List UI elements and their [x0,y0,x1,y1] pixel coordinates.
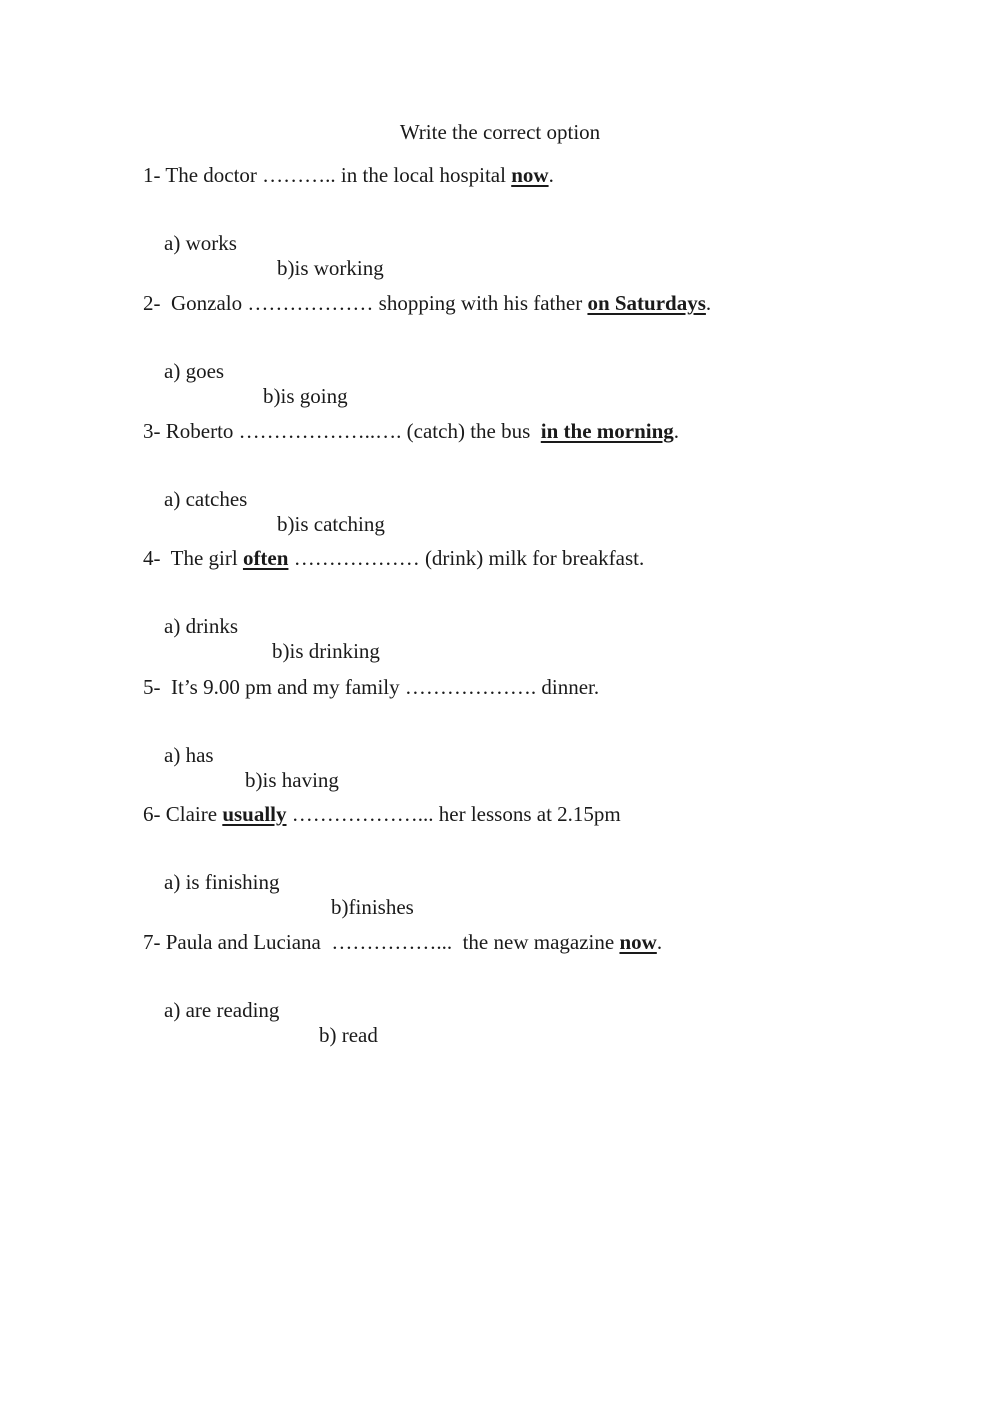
question-text: Claire [160,802,223,826]
option-b[interactable]: b)is going [263,384,348,408]
time-keyword: on Saturdays [587,291,706,315]
time-keyword: now [619,930,657,954]
question-text: It’s 9.00 pm and my family ………………. dinner. [160,675,600,699]
option-a[interactable]: a) has [164,743,214,767]
question-4 [143,546,644,571]
question-text-end: . [656,930,663,954]
option-a[interactable]: a) drinks [164,614,239,638]
question-1 [143,163,554,188]
question-number: 6- [143,802,161,826]
question-5 [143,675,599,700]
question-2 [143,291,711,316]
option-b[interactable]: b)is working [277,256,384,280]
frequency-keyword: often [242,546,289,570]
option-b[interactable]: b) read [319,1023,378,1047]
option-b[interactable]: b)is having [245,768,339,792]
question-text: The doctor ……….. in the local hospital [160,163,512,187]
time-keyword: in the morning [540,419,674,443]
worksheet-title: Write the correct option [399,120,601,144]
question-number: 5- [143,675,161,699]
question-text-end: ……………… (drink) milk for breakfast. [288,546,645,570]
question-text-end: . [673,419,680,443]
question-6 [143,802,621,827]
option-b[interactable]: b)is catching [277,512,385,536]
option-a[interactable]: a) works [164,231,237,255]
frequency-keyword: usually [222,802,287,826]
options-7 [143,973,378,1073]
question-text: Roberto ………………..…. (catch) the bus [160,419,541,443]
question-number: 1- [143,163,161,187]
option-b[interactable]: b)is drinking [272,639,380,663]
question-text-end: . [705,291,712,315]
question-text-end: . [548,163,554,187]
question-text: The girl [160,546,243,570]
option-a[interactable]: a) goes [164,359,225,383]
question-number: 7- [143,930,161,954]
option-a[interactable]: a) catches [164,487,248,511]
question-3 [143,419,679,444]
option-b[interactable]: b)finishes [331,895,414,919]
option-a[interactable]: a) is finishing [164,870,280,894]
options-4 [143,589,380,689]
question-7 [143,930,662,955]
option-a[interactable]: a) are reading [164,998,280,1022]
question-text-end: ………………... her lessons at 2.15pm [286,802,621,826]
question-text: Gonzalo ……………… shopping with his father [160,291,588,315]
question-text: Paula and Luciana ……………... the new magazine [160,930,620,954]
time-keyword: now [511,163,549,187]
question-number: 4- [143,546,161,570]
question-number: 2- [143,291,161,315]
question-number: 3- [143,419,161,443]
